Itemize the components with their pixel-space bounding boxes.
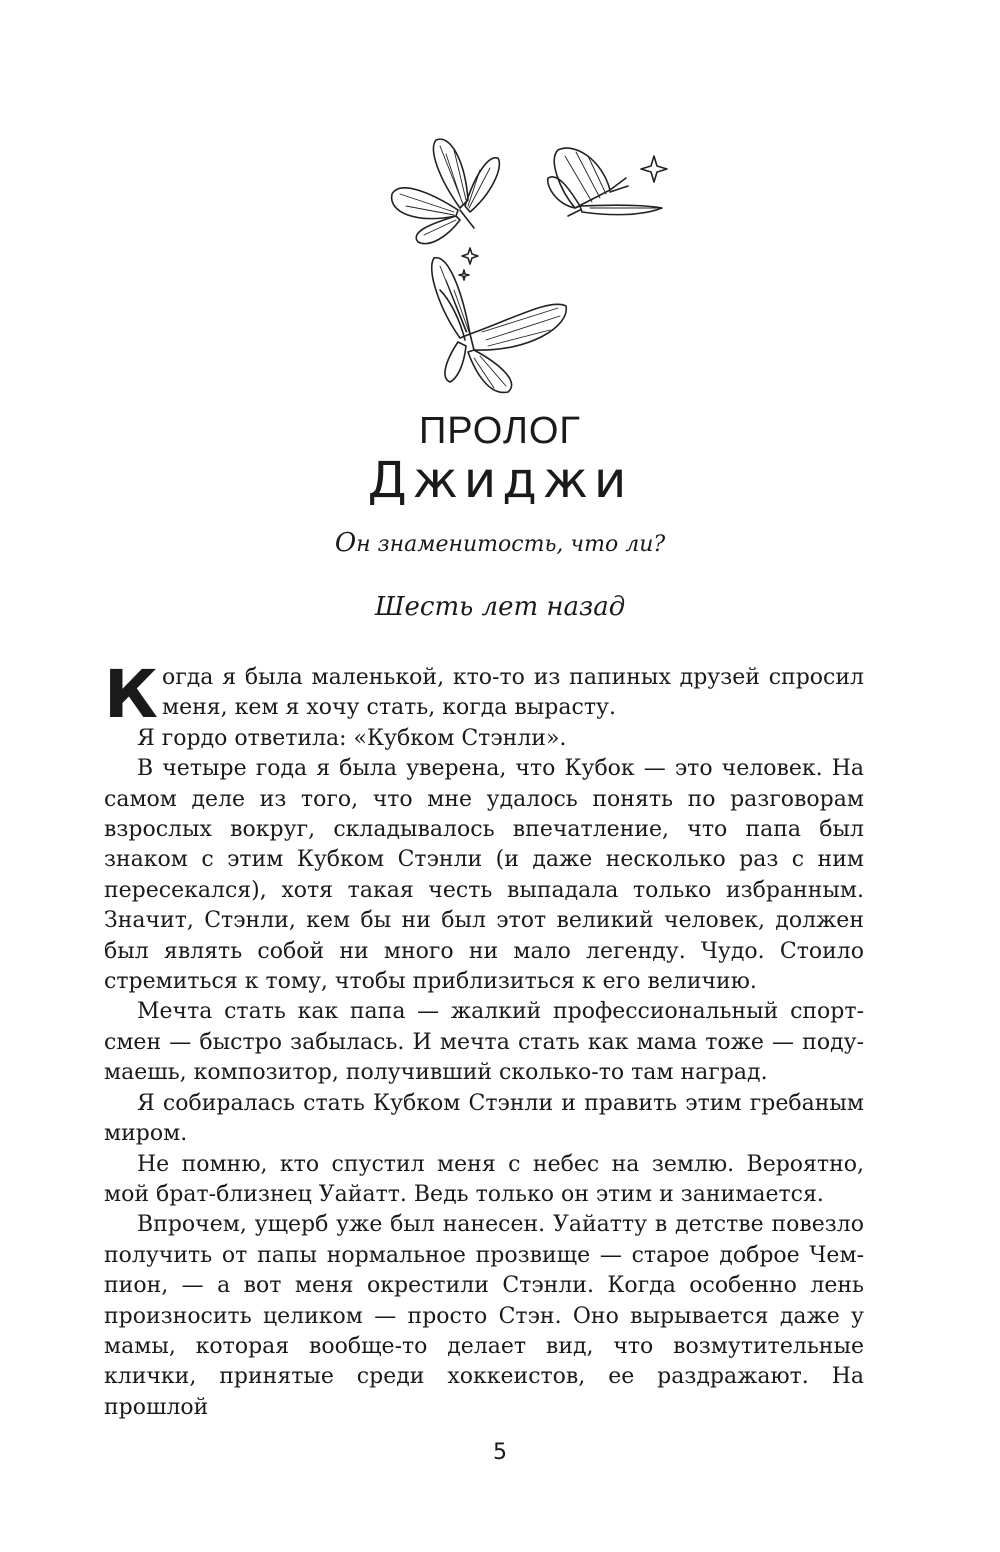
chapter-label: ПРОЛОГ — [418, 410, 582, 452]
butterfly-right-icon — [548, 148, 662, 216]
paragraph: Я гордо ответила: «Кубком Стэнли». — [137, 725, 567, 751]
chapter-epigraph — [0, 528, 1000, 558]
paragraph — [104, 656, 864, 733]
butterflies-illustration — [370, 120, 670, 410]
epigraph-initial: О — [334, 528, 357, 558]
paragraph: Не помню, кто спустил меня с небес на землю. Вероятно, мой брат-близнец Уайатт. Ведь только он этим и занимается. — [104, 1151, 864, 1207]
paragraph: Впрочем, ущерб уже был нанесен. Уайатту в детстве повезло получить от папы нормальное прозвище — старое доброе Чемпион, — а вот меня окрестили Стэнли. Когда особенно лень произносить целиком — просто Стэн. Оно вырывается даже у мамы, которая вообще-то делает вид, что возмутительные клички, принятые среди хоккеистов, ее раздражают. На прошлой — [104, 1212, 864, 1420]
paragraph: Я собиралась стать Кубком Стэнли и править этим гребаным миром. — [104, 1090, 864, 1147]
drop-cap: К — [104, 656, 158, 733]
sparkle-star-icon — [459, 270, 469, 280]
chapter-timeline: Шесть лет назад — [374, 592, 626, 622]
paragraph: В четыре года я была уверена, что Кубок — это человек. На самом деле из того, что мне удалось понять по разговорам взрослых вокруг, складывалось впечатление, что папа был знаком с этим Кубком Стэнли (и даже несколько раз с ним пересекался), хотя такая честь выпадала только избранным. Значит, Стэнли, кем бы ни был этот великий человек, должен был являть собой ни много ни мало легенду. Чудо. Стоило стремиться к тому, чтобы приблизиться к его величию. — [104, 756, 864, 995]
butterflies-icon — [370, 120, 670, 410]
sparkle-star-icon — [462, 248, 478, 264]
body-text — [104, 656, 864, 1423]
paragraph-text: огда я была маленькой, кто-то из папиных друзей спросил меня, кем я хочу стать, когда вырасту. — [161, 665, 864, 721]
epigraph-text: н знаменитость, что ли? — [356, 532, 666, 557]
butterfly-bottom-icon — [432, 258, 567, 393]
page-number: 5 — [493, 1440, 507, 1465]
chapter-title: Джиджи — [367, 451, 633, 509]
butterfly-left-icon — [392, 139, 500, 243]
sparkle-star-icon — [641, 156, 667, 182]
paragraph: Мечта стать как папа — жалкий профессиональный спортсмен — быстро забылась. И мечта стать как мама тоже — подумаешь, композитор, получивший сколько-то там наград. — [104, 999, 864, 1086]
